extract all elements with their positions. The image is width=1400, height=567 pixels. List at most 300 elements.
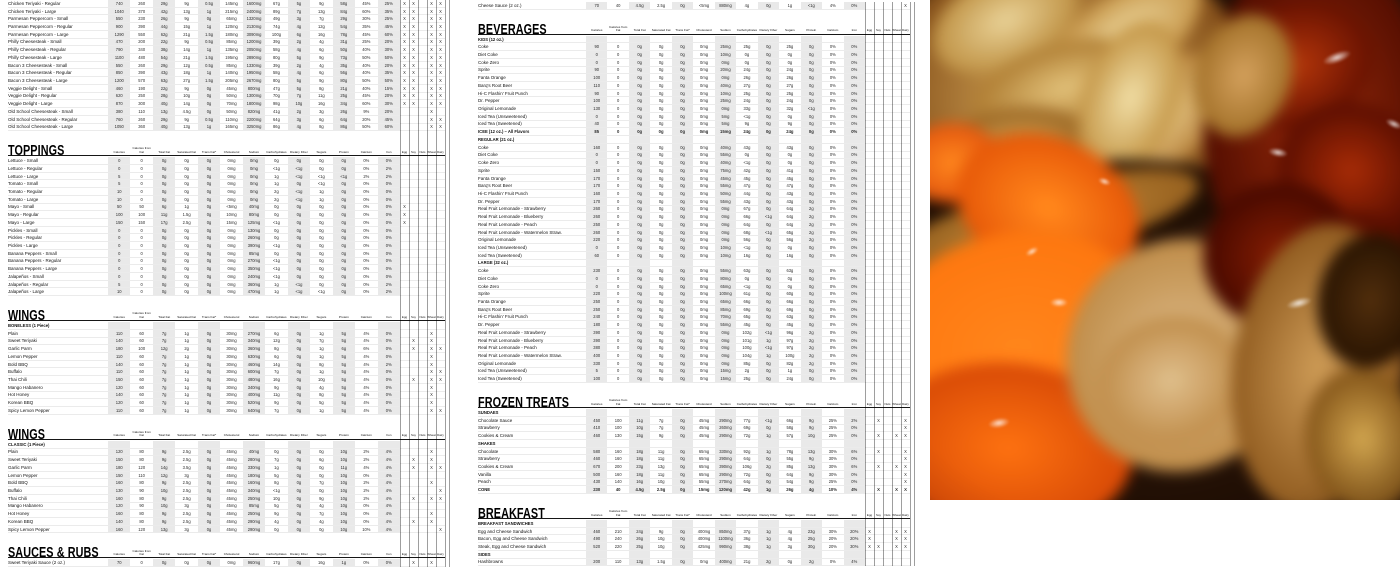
allergen-cell: X bbox=[430, 511, 433, 517]
value-cell: 250mg bbox=[243, 510, 265, 517]
table-row bbox=[478, 67, 910, 75]
value-cell: 0g bbox=[274, 449, 279, 455]
value-cell: 0mg bbox=[699, 129, 709, 135]
value-cell: 0% bbox=[844, 152, 865, 159]
value-cell: 14g bbox=[183, 101, 191, 107]
value-cell: 30mg bbox=[226, 346, 237, 352]
value-cell: 0g bbox=[672, 105, 693, 112]
value-cell: 55mg bbox=[715, 321, 736, 328]
item-label: Mayo - Large bbox=[8, 219, 35, 225]
value-cell: 0% bbox=[829, 67, 836, 73]
value-cell: 0g bbox=[184, 158, 189, 164]
column-header: Nuts bbox=[419, 314, 426, 319]
allergen-cell: X bbox=[403, 0, 406, 6]
value-cell: 0g bbox=[153, 250, 175, 257]
value-cell: 0% bbox=[378, 211, 400, 218]
value-cell: 0mg bbox=[243, 196, 265, 203]
column-header: Sugars bbox=[316, 149, 327, 154]
value-cell: 0% bbox=[844, 344, 865, 351]
value-cell: 0 bbox=[617, 175, 620, 181]
column-header: Protein bbox=[338, 314, 349, 319]
value-cell: 0g bbox=[744, 59, 750, 65]
value-cell: 0g bbox=[153, 281, 175, 288]
value-cell: 0g bbox=[801, 167, 822, 174]
item-label: Mango Habanero bbox=[8, 384, 43, 390]
value-cell: 0% bbox=[844, 43, 865, 50]
value-cell: 34g bbox=[333, 100, 355, 107]
value-cell: 60% bbox=[362, 8, 371, 14]
value-cell: 120mg bbox=[225, 24, 238, 30]
value-cell: 16g bbox=[317, 31, 325, 37]
allergen-cell: X bbox=[412, 457, 415, 463]
table-row bbox=[478, 97, 910, 105]
column-header: Calcium bbox=[827, 401, 839, 406]
value-cell: 0g bbox=[333, 281, 355, 288]
value-cell: 3g bbox=[184, 472, 189, 478]
column-header: Soy bbox=[410, 149, 416, 154]
value-cell: 0g bbox=[198, 242, 220, 249]
subsection-row bbox=[478, 440, 910, 448]
value-cell: 0g bbox=[758, 2, 779, 9]
value-cell: 0% bbox=[829, 244, 836, 250]
value-cell bbox=[758, 260, 779, 267]
value-cell: 0g bbox=[198, 526, 220, 533]
value-cell: 9g bbox=[184, 16, 189, 22]
value-cell: 120mg bbox=[715, 486, 736, 493]
value-cell: 0g bbox=[198, 449, 220, 456]
value-cell: 0mg bbox=[700, 368, 709, 374]
value-cell: 1200mg bbox=[243, 39, 265, 46]
value-cell: 5g bbox=[333, 353, 355, 360]
value-cell: <1g bbox=[272, 266, 280, 272]
value-cell: 29g bbox=[153, 0, 175, 7]
value-cell: 0mg bbox=[700, 322, 709, 328]
item-label: Real Fruit Lemonade - Watermelon Straw. bbox=[478, 229, 562, 235]
value-cell: 0g bbox=[658, 113, 664, 119]
value-cell: 41g bbox=[273, 108, 280, 114]
value-cell: 390 bbox=[586, 329, 607, 336]
item-label: Banana Peppers - Regular bbox=[8, 258, 62, 264]
value-cell: 4% bbox=[363, 330, 370, 336]
column-header: Calories from Fat bbox=[132, 146, 151, 154]
table-row bbox=[478, 198, 910, 206]
value-cell: 0mg bbox=[227, 181, 236, 187]
item-label: Real Fruit Lemonade - Blueberry bbox=[478, 337, 544, 343]
column-header: Calories bbox=[591, 401, 603, 406]
table-row bbox=[478, 417, 910, 425]
section-header-row bbox=[478, 19, 910, 38]
value-cell: 16g bbox=[273, 377, 280, 383]
value-cell: 0 bbox=[617, 337, 620, 343]
value-cell: 2400mg bbox=[243, 8, 265, 15]
value-cell: 0mg bbox=[227, 273, 236, 279]
value-cell: 0g bbox=[153, 196, 175, 203]
value-cell: 40 bbox=[586, 121, 607, 128]
value-cell: 3250mg bbox=[243, 124, 265, 131]
item-label: Pickles - Regular bbox=[8, 235, 43, 241]
value-cell: 0mg bbox=[227, 266, 236, 272]
value-cell: 40 bbox=[615, 2, 621, 8]
doc-column-2 bbox=[478, 2, 910, 566]
value-cell: 0mg bbox=[700, 337, 709, 343]
value-cell: 130 bbox=[614, 433, 622, 439]
value-cell: 0g bbox=[658, 268, 664, 274]
value-cell: <1g bbox=[272, 273, 280, 279]
value-cell: 330mg bbox=[715, 448, 736, 455]
value-cell: 15% bbox=[378, 85, 400, 92]
column-header: Dairy bbox=[437, 552, 444, 556]
value-cell: 0mg bbox=[715, 360, 736, 367]
value-cell: 30mg bbox=[226, 384, 237, 390]
value-cell: 0g bbox=[288, 258, 310, 265]
value-cell: 0g bbox=[672, 479, 693, 486]
table-row bbox=[8, 108, 445, 116]
value-cell: 0% bbox=[844, 252, 865, 259]
section-header-row bbox=[478, 392, 910, 411]
value-cell: 5g bbox=[333, 399, 355, 406]
value-cell: 1300mg bbox=[243, 93, 265, 100]
value-cell: 0g bbox=[288, 250, 310, 257]
value-cell: 7g bbox=[274, 407, 279, 413]
value-cell: 26g bbox=[743, 75, 751, 81]
value-cell bbox=[801, 440, 822, 447]
value-cell: 9g bbox=[184, 39, 189, 45]
value-cell: 60 bbox=[139, 392, 144, 398]
item-label: Diet Coke bbox=[478, 152, 498, 158]
value-cell: 86g bbox=[273, 124, 280, 130]
value-cell: 5 bbox=[108, 173, 130, 180]
allergen-cell: X bbox=[403, 85, 406, 91]
column-header: Protein bbox=[806, 401, 817, 406]
value-cell: 1100 bbox=[108, 54, 130, 61]
value-cell: 14g bbox=[183, 47, 191, 53]
value-cell: 0% bbox=[844, 244, 865, 251]
item-label: Barq's Root Beer bbox=[478, 183, 513, 189]
value-cell: 2050mg bbox=[243, 46, 265, 53]
value-cell: 0% bbox=[829, 322, 836, 328]
value-cell: 850 bbox=[108, 69, 130, 76]
value-cell: 13g bbox=[153, 526, 175, 533]
value-cell: 30% bbox=[362, 16, 371, 22]
value-cell: 0g bbox=[672, 113, 693, 120]
value-cell bbox=[378, 441, 400, 448]
value-cell: 0 bbox=[586, 51, 607, 58]
value-cell: 150 bbox=[108, 472, 130, 479]
value-cell: 0% bbox=[378, 188, 400, 195]
value-cell bbox=[586, 520, 607, 527]
column-header: Sodium bbox=[248, 433, 260, 438]
value-cell: 45% bbox=[362, 0, 371, 6]
column-header: Calories bbox=[591, 512, 603, 517]
value-cell: 20% bbox=[844, 535, 865, 542]
column-header: Saturated Fat bbox=[651, 512, 671, 517]
value-cell: 0g bbox=[198, 495, 220, 502]
value-cell: 0 bbox=[140, 196, 143, 202]
value-cell: 0% bbox=[378, 399, 400, 406]
value-cell: 0g bbox=[319, 526, 324, 532]
value-cell: <1g bbox=[758, 329, 779, 336]
value-cell: 0g bbox=[288, 510, 310, 517]
value-cell: 64g bbox=[786, 221, 794, 227]
value-cell: 0 bbox=[617, 198, 620, 204]
value-cell: 100 bbox=[108, 211, 130, 218]
value-cell: 2g bbox=[288, 108, 310, 115]
item-label: Coke Zero bbox=[478, 160, 500, 166]
value-cell: 0% bbox=[844, 229, 865, 236]
value-cell: 23g bbox=[629, 463, 650, 470]
value-cell: 0% bbox=[378, 258, 400, 265]
value-cell: 0mg bbox=[715, 105, 736, 112]
value-cell: 10g bbox=[333, 495, 355, 502]
value-cell bbox=[715, 551, 736, 558]
allergen-cell: X bbox=[412, 101, 415, 107]
value-cell: 0% bbox=[829, 237, 836, 243]
value-cell: <1g bbox=[288, 188, 310, 195]
value-cell: 30% bbox=[844, 543, 865, 550]
value-cell: 0.5g bbox=[198, 62, 220, 69]
value-cell: 2g bbox=[801, 221, 822, 228]
value-cell: 400mg bbox=[243, 392, 265, 399]
value-cell: 350mg bbox=[243, 265, 265, 272]
value-cell: 0g bbox=[658, 167, 664, 173]
value-cell: 0g bbox=[672, 314, 693, 321]
value-cell: 65g bbox=[786, 229, 794, 235]
column-header: Sodium bbox=[248, 314, 260, 319]
value-cell: 0g bbox=[672, 90, 693, 97]
value-cell: 9g bbox=[153, 456, 175, 463]
column-header: Trans Fat* bbox=[201, 433, 217, 438]
value-cell: 0g bbox=[758, 236, 779, 243]
value-cell: 7g bbox=[153, 399, 175, 406]
value-cell: 0g bbox=[658, 75, 664, 81]
value-cell: 290mg bbox=[715, 432, 736, 439]
value-cell: 0g bbox=[744, 52, 750, 58]
value-cell: 0g bbox=[319, 281, 324, 287]
value-cell: 9g bbox=[153, 510, 175, 517]
value-cell: 0% bbox=[363, 181, 370, 187]
value-cell: 150 bbox=[108, 219, 130, 226]
value-cell: 210 bbox=[614, 528, 622, 534]
value-cell bbox=[844, 36, 865, 43]
value-cell: 0g bbox=[672, 128, 693, 135]
value-cell: 50% bbox=[378, 54, 400, 61]
value-cell: 13g bbox=[629, 559, 650, 566]
value-cell: 0 bbox=[140, 273, 143, 279]
column-header: Iron bbox=[851, 28, 857, 33]
value-cell: 0g bbox=[658, 175, 664, 181]
table-row bbox=[8, 495, 445, 503]
value-cell: 5g bbox=[333, 338, 355, 345]
value-cell: 4% bbox=[378, 526, 400, 533]
value-cell: 0mg bbox=[227, 165, 236, 171]
value-cell: 56g bbox=[786, 237, 794, 243]
value-cell: 0% bbox=[378, 376, 400, 383]
table-row bbox=[8, 250, 445, 258]
allergen-grid-line bbox=[874, 2, 875, 566]
value-cell: 0mg bbox=[227, 173, 236, 179]
item-label: Jalapeños - Regular bbox=[8, 281, 49, 287]
value-cell bbox=[758, 36, 779, 43]
value-cell: 240 bbox=[586, 314, 607, 321]
value-cell: 20% bbox=[378, 93, 400, 100]
value-cell: 30% bbox=[828, 463, 837, 469]
value-cell: 800mg bbox=[243, 85, 265, 92]
item-label: Banana Peppers - Small bbox=[8, 250, 57, 256]
item-label: Original Lemonade bbox=[478, 106, 517, 112]
column-header: Calcium bbox=[360, 314, 372, 319]
table-row bbox=[478, 448, 910, 456]
value-cell: 4% bbox=[378, 503, 400, 510]
value-cell: 0g bbox=[672, 121, 693, 128]
value-cell: 78g bbox=[333, 31, 355, 38]
value-cell: 10g bbox=[153, 487, 175, 494]
value-cell: 0g bbox=[672, 486, 693, 493]
column-header: Sugars bbox=[316, 552, 327, 556]
value-cell: 160mg bbox=[243, 479, 265, 486]
value-cell: 10g bbox=[801, 432, 822, 439]
value-cell: 0mg bbox=[700, 183, 709, 189]
table-row bbox=[478, 167, 910, 175]
value-cell: 0mg bbox=[700, 152, 709, 158]
value-cell: 0g bbox=[629, 97, 650, 104]
value-cell: 0g bbox=[629, 352, 650, 359]
value-cell: 0% bbox=[363, 196, 370, 202]
value-cell: 1g bbox=[184, 204, 189, 210]
value-cell: 18g bbox=[629, 448, 650, 455]
value-cell: 75mg bbox=[715, 167, 736, 174]
value-cell: 0 bbox=[108, 234, 130, 241]
value-cell: 0% bbox=[844, 368, 865, 375]
value-cell: 0g bbox=[658, 275, 664, 281]
value-cell: 0% bbox=[829, 160, 836, 166]
value-cell: 0g bbox=[801, 290, 822, 297]
value-cell: 4% bbox=[378, 495, 400, 502]
value-cell: 9g bbox=[801, 471, 822, 478]
value-cell: 330 bbox=[586, 360, 607, 367]
value-cell: 0g bbox=[672, 198, 693, 205]
value-cell: 21g bbox=[743, 559, 751, 565]
allergen-cell: X bbox=[430, 330, 433, 336]
value-cell: 150 bbox=[586, 167, 607, 174]
allergen-cell: X bbox=[412, 464, 415, 470]
value-cell: 0g bbox=[153, 273, 175, 280]
value-cell: 2% bbox=[378, 173, 400, 180]
value-cell: 0g bbox=[672, 236, 693, 243]
value-cell: 0g bbox=[629, 74, 650, 81]
value-cell: 78g bbox=[786, 448, 794, 454]
value-cell: <1g bbox=[288, 165, 310, 172]
value-cell: 60 bbox=[139, 369, 144, 375]
column-header: Cholesterol bbox=[223, 314, 240, 319]
value-cell: 0g bbox=[787, 244, 793, 250]
column-header: Iron bbox=[386, 149, 392, 154]
value-cell bbox=[198, 441, 220, 448]
value-cell: 43g bbox=[743, 144, 751, 150]
allergen-cell: X bbox=[430, 101, 433, 107]
column-header: Egg bbox=[866, 28, 873, 33]
column-header: Sugars bbox=[784, 401, 795, 406]
value-cell: 140mg bbox=[225, 70, 238, 76]
allergen-cell: X bbox=[439, 39, 442, 45]
value-cell: 3g bbox=[288, 116, 310, 123]
value-cell: 1g bbox=[274, 173, 279, 179]
value-cell: 250 bbox=[586, 298, 607, 305]
menu-section bbox=[478, 392, 910, 494]
value-cell: 0g bbox=[758, 51, 779, 58]
value-cell: 0g bbox=[787, 275, 793, 281]
value-cell: <1g bbox=[288, 173, 310, 180]
value-cell: 340mg bbox=[243, 384, 265, 391]
value-cell: 0g bbox=[758, 425, 779, 432]
item-label: Korean BBQ bbox=[8, 400, 34, 406]
value-cell: 100 bbox=[586, 74, 607, 81]
item-label: Old School Cheesesteak - Regular bbox=[8, 116, 78, 122]
value-cell: 9g bbox=[801, 425, 822, 432]
allergen-cell: X bbox=[430, 108, 433, 114]
value-cell: 25% bbox=[378, 15, 400, 22]
value-cell: 60g bbox=[786, 291, 794, 297]
value-cell: 0 bbox=[617, 268, 620, 274]
value-cell: 0g bbox=[629, 113, 650, 120]
value-cell: 0g bbox=[629, 128, 650, 135]
value-cell: 0g bbox=[758, 182, 779, 189]
allergen-cell: X bbox=[403, 204, 406, 210]
value-cell: 0g bbox=[333, 204, 355, 211]
allergen-grid-line bbox=[418, 0, 419, 567]
table-row bbox=[8, 211, 445, 219]
value-cell: 22g bbox=[153, 39, 175, 46]
value-cell bbox=[333, 322, 355, 329]
value-cell: 0 bbox=[140, 289, 143, 295]
value-cell: 42g bbox=[743, 487, 751, 493]
value-cell: 0 bbox=[617, 90, 620, 96]
value-cell: 0g bbox=[758, 244, 779, 251]
column-header: Trans Fat* bbox=[201, 552, 217, 556]
column-header: Nuts bbox=[419, 149, 426, 154]
value-cell: 0g bbox=[288, 503, 310, 510]
value-cell: 11g bbox=[333, 464, 355, 471]
value-cell: 85mg bbox=[715, 306, 736, 313]
value-cell: 550 bbox=[138, 31, 146, 37]
value-cell: 0g bbox=[801, 90, 822, 97]
value-cell: 0g bbox=[274, 212, 279, 218]
value-cell: 4% bbox=[363, 384, 370, 390]
value-cell: 1g bbox=[787, 368, 793, 374]
value-cell: 270mg bbox=[243, 258, 265, 265]
value-cell: 0% bbox=[844, 213, 865, 220]
value-cell: 30% bbox=[828, 448, 837, 454]
menu-section bbox=[478, 2, 910, 10]
value-cell: 630mg bbox=[243, 353, 265, 360]
value-cell: 0g bbox=[288, 464, 310, 471]
value-cell: 4g bbox=[787, 528, 793, 534]
value-cell: 12g bbox=[273, 338, 280, 344]
value-cell: 870 bbox=[108, 100, 130, 107]
value-cell: 16g bbox=[317, 101, 325, 107]
value-cell: 4.5g bbox=[629, 2, 650, 9]
allergen-cell: X bbox=[904, 463, 907, 469]
value-cell: 15mg bbox=[715, 128, 736, 135]
value-cell: 0g bbox=[153, 227, 175, 234]
value-cell: 4% bbox=[378, 510, 400, 517]
value-cell: 4% bbox=[363, 377, 370, 383]
item-label: Vanilla bbox=[478, 471, 492, 477]
table-row bbox=[478, 190, 910, 198]
column-header: Trans Fat* bbox=[675, 401, 690, 406]
value-cell: 0g bbox=[288, 487, 310, 494]
value-cell: 260 bbox=[586, 206, 607, 213]
value-cell: 470 bbox=[108, 39, 130, 46]
